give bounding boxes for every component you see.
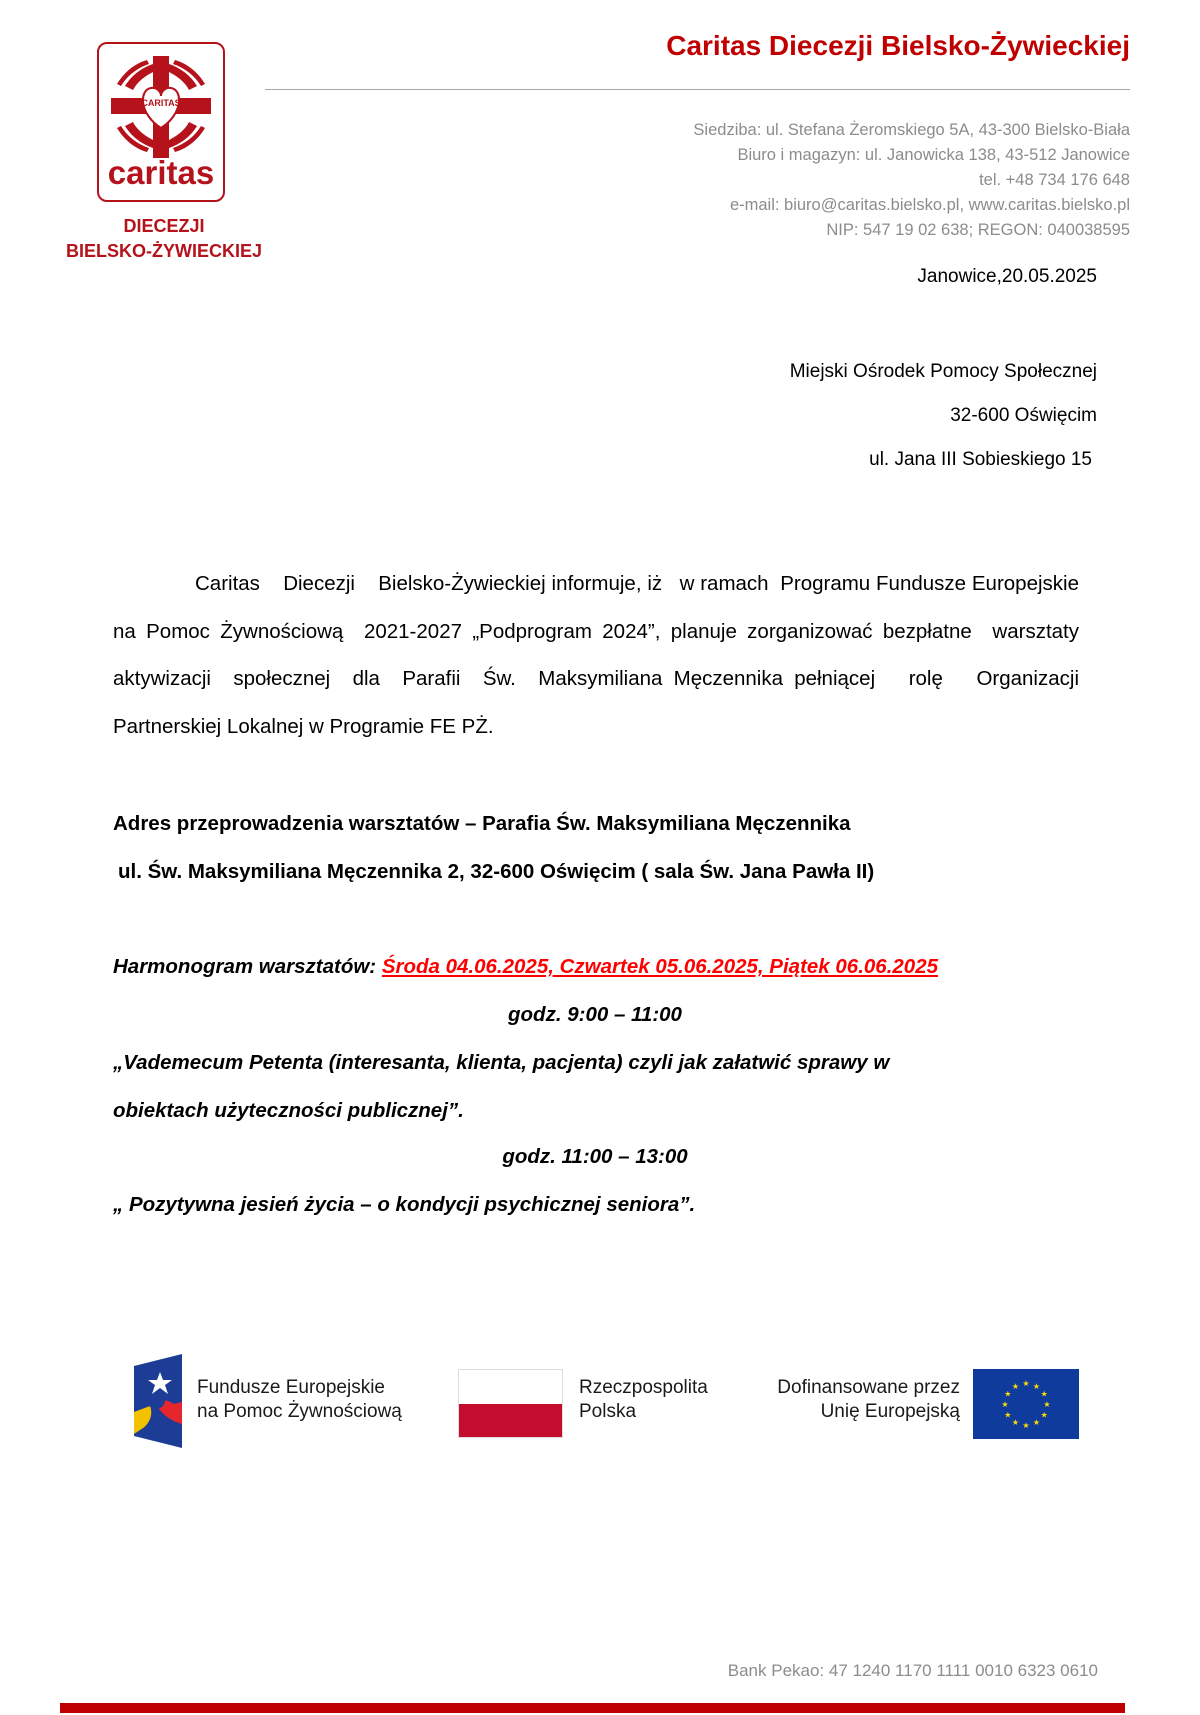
session-1-title-line-1: „Vademecum Petenta (interesanta, klienta, pacjenta) czyli jak załatwić sprawy w	[113, 1051, 890, 1074]
session-2-title: „ Pozytywna jesień życia – o kondycji psychicznej seniora”.	[113, 1193, 696, 1216]
recipient-city: 32-600 Oświęcim	[950, 405, 1097, 426]
contact-nip-regon: NIP: 547 19 02 638; REGON: 040038595	[826, 221, 1130, 239]
pl-logo-text	[579, 1376, 708, 1424]
contact-block	[693, 118, 1130, 243]
footer-red-bar	[60, 1703, 1125, 1713]
header-divider	[265, 89, 1130, 90]
logo-subtitle-bielsko: BIELSKO-ŻYWIECKIEJ	[65, 241, 262, 261]
pl-text-line-1: Rzeczpospolita	[579, 1377, 708, 1398]
fe-logo-text	[197, 1376, 402, 1424]
bank-account: Bank Pekao: 47 1240 1170 1111 0010 6323 0610	[727, 1661, 1098, 1680]
svg-text:★: ★	[1004, 1389, 1012, 1399]
fe-logo-icon	[134, 1354, 182, 1448]
logo-subtitle-diecezji: DIECEZJI	[123, 216, 205, 236]
svg-text:★: ★	[1040, 1389, 1048, 1399]
contact-seat: Siedziba: ul. Stefana Żeromskiego 5A, 43-300 Bielsko-Biała	[693, 121, 1130, 139]
caritas-wordmark: caritas	[107, 154, 215, 191]
contact-office: Biuro i magazyn: ul. Janowicka 138, 43-512 Janowice	[737, 146, 1130, 164]
polish-flag-icon	[458, 1369, 563, 1438]
svg-text:★: ★	[1040, 1410, 1048, 1420]
venue-line-2: ul. Św. Maksymiliana Męczennika 2, 32-600 Oświęcim ( sala Św. Jana Pawła II)	[118, 860, 875, 883]
organization-title: Caritas Diecezji Bielsko-Żywieckiej	[666, 30, 1130, 61]
session-2-time: godz. 11:00 – 13:00	[502, 1145, 688, 1168]
schedule-label: Harmonogram warsztatów:	[113, 955, 382, 978]
recipient-block	[790, 350, 1097, 482]
pl-text-line-2: Polska	[579, 1401, 637, 1422]
svg-text:★: ★	[1043, 1400, 1051, 1409]
svg-text:★: ★	[1022, 1421, 1030, 1430]
svg-text:★: ★	[1022, 1379, 1030, 1388]
caritas-cross-icon	[99, 48, 223, 168]
svg-text:★: ★	[1032, 1418, 1041, 1428]
session-1-title-line-2: obiektach użyteczności publicznej”.	[113, 1099, 464, 1122]
svg-text:★: ★	[1001, 1400, 1009, 1409]
svg-text:★: ★	[1011, 1381, 1020, 1391]
place-date: Janowice,20.05.2025	[917, 266, 1097, 287]
schedule-dates: Środa 04.06.2025, Czwartek 05.06.2025, Piątek 06.06.2025	[381, 955, 939, 978]
svg-text:★: ★	[1032, 1381, 1041, 1391]
venue-line-1: Adres przeprowadzenia warsztatów – Parafia Św. Maksymiliana Męczennika	[113, 812, 851, 835]
body-paragraph: Caritas Diecezji Bielsko-Żywieckiej informuje, iż w ramach Programu Fundusze Europejskie na Pomoc Żywnościową 2021-2027 „Podprogram 2024”, planuje zorganizować bezpłatne warsztaty aktywizacji społecznej dla Parafii Św. Maksymiliana Męczennika pełniącej rolę Organizacji Partnerskiej Lokalnej w Programie FE PŻ.	[113, 572, 1091, 738]
schedule-line	[113, 955, 938, 979]
svg-text:★: ★	[1011, 1418, 1020, 1428]
session-1-time: godz. 9:00 – 11:00	[508, 1003, 682, 1026]
svg-text:★: ★	[1004, 1410, 1012, 1420]
eu-logo-text	[777, 1376, 960, 1424]
eu-flag-icon	[973, 1369, 1079, 1439]
eu-text-line-1: Dofinansowane przez	[777, 1377, 960, 1398]
recipient-name: Miejski Ośrodek Pomocy Społecznej	[789, 361, 1097, 382]
fe-text-line-2: na Pomoc Żywnościową	[197, 1401, 402, 1422]
eu-text-line-2: Unię Europejską	[820, 1401, 960, 1422]
recipient-street: ul. Jana III Sobieskiego 15	[869, 449, 1092, 470]
fe-text-line-1: Fundusze Europejskie	[197, 1377, 385, 1398]
caritas-logo	[97, 42, 225, 202]
contact-phone: tel. +48 734 176 648	[979, 171, 1130, 189]
contact-email-web: e-mail: biuro@caritas.bielsko.pl, www.caritas.bielsko.pl	[729, 196, 1130, 214]
caritas-emblem-text: CARITAS	[141, 98, 181, 108]
